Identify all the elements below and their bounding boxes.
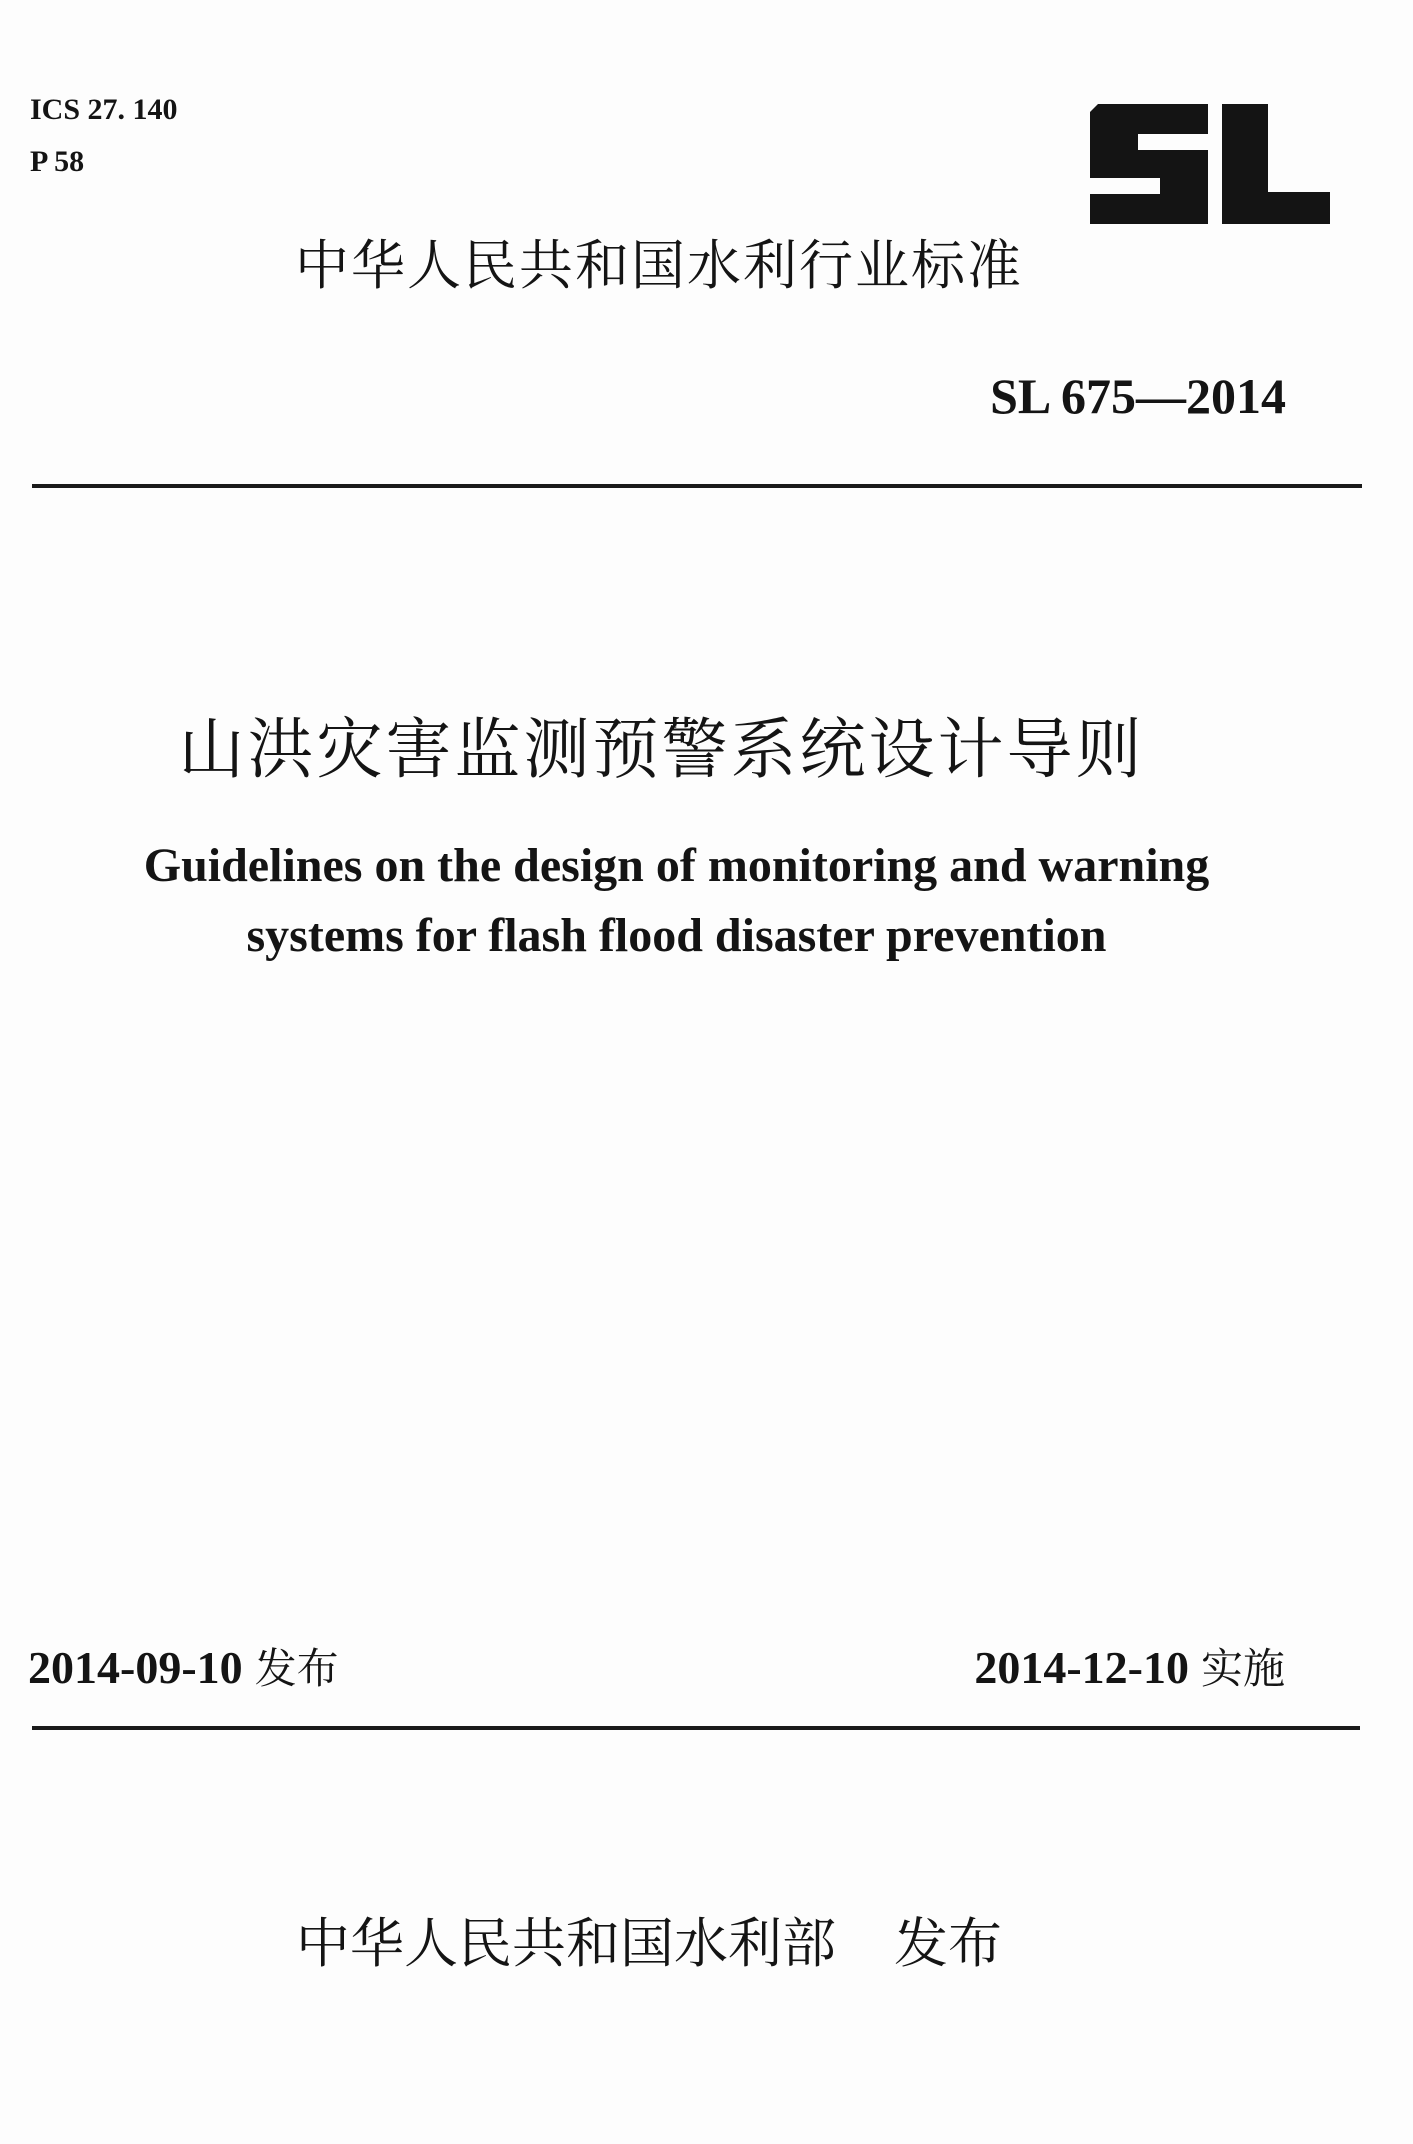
publisher-name: 中华人民共和国水利部 [296, 1912, 836, 1975]
effective-label: 实施 [1200, 1644, 1285, 1693]
publisher-action: 发布 [894, 1912, 1002, 1975]
sl-logo [1090, 104, 1330, 224]
title-chinese: 山洪灾害监测预警系统设计导则 [178, 711, 1145, 788]
effective-date: 2014-12-10 [974, 1642, 1189, 1693]
ccs-code: P 58 [30, 145, 85, 178]
sl-logo-letter-l [1222, 104, 1330, 224]
issue-label: 发布 [254, 1644, 339, 1693]
industry-standard-heading: 中华人民共和国水利行业标准 [295, 234, 1023, 297]
top-divider [32, 484, 1362, 488]
standard-number: SL 675—2014 [990, 368, 1286, 424]
issue-date-block [28, 1640, 339, 1697]
bottom-divider [32, 1726, 1360, 1730]
publisher-line [296, 1912, 1002, 1976]
title-english-line-1: Guidelines on the design of monitoring and warning [143, 839, 1210, 892]
effective-date-block [974, 1640, 1285, 1697]
title-english-line-2: systems for flash flood disaster prevention [246, 909, 1107, 962]
issue-date: 2014-09-10 [28, 1642, 243, 1693]
sl-logo-letter-s [1090, 104, 1208, 224]
ics-code: ICS 27. 140 [30, 93, 178, 126]
